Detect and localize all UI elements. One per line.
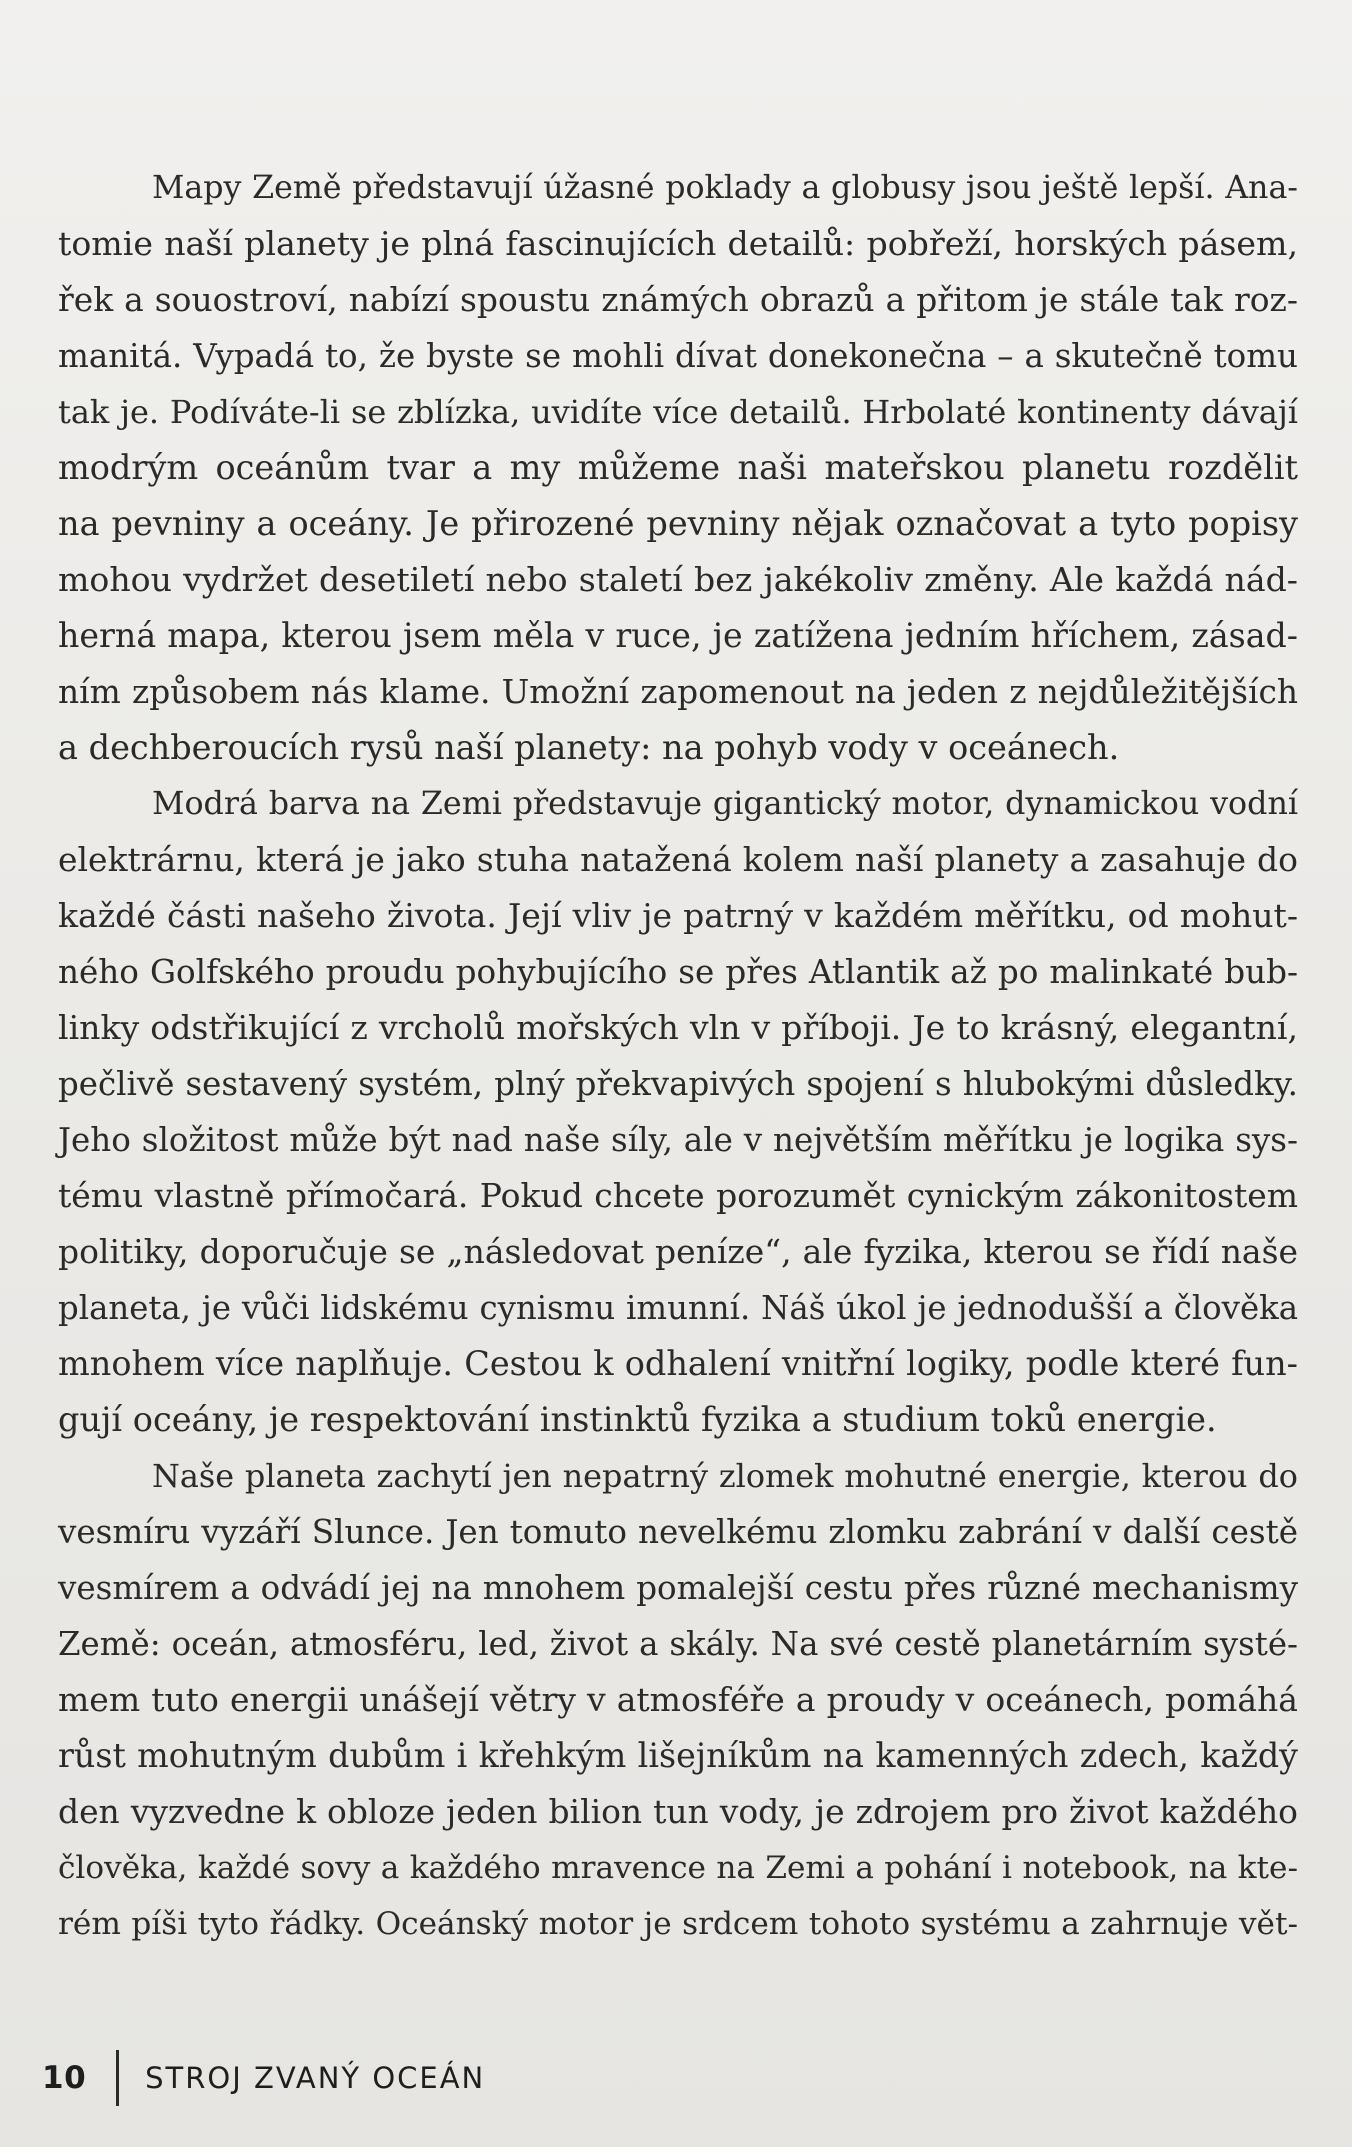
text-line: linky odstřikující z vrcholů mořských vln v příboji. Je to krásný, elegantní, xyxy=(58,1008,1298,1047)
text-line: Mapy Země představují úžasné poklady a globusy jsou ještě lepší. Ana- xyxy=(152,170,1298,206)
paragraph xyxy=(58,160,1298,776)
page-number: 10 xyxy=(42,2060,87,2096)
footer-divider xyxy=(116,2050,119,2106)
text-line: na pevniny a oceány. Je přirozené pevniny nějak označovat a tyto popisy xyxy=(58,504,1298,543)
text-line: Naše planeta zachytí jen nepatrný zlomek mohutné energie, kterou do xyxy=(152,1457,1298,1495)
text-line: vesmíru vyzáří Slunce. Jen tomuto nevelkému zlomku zabrání v další cestě xyxy=(58,1513,1298,1551)
text-line: tému vlastně přímočará. Pokud chcete porozumět cynickým zákonitostem xyxy=(58,1176,1298,1215)
text-line: růst mohutným dubům i křehkým lišejníkům na kamenných zdech, každý xyxy=(58,1736,1298,1775)
running-head: STROJ ZVANÝ OCEÁN xyxy=(145,2061,486,2095)
text-line: ním způsobem nás klame. Umožní zapomenout na jeden z nejdůležitějších xyxy=(58,673,1298,711)
page-footer xyxy=(42,2048,485,2108)
text-line: modrým oceánům tvar a my můžeme naši mateřskou planetu rozdělit xyxy=(58,448,1298,487)
body-text xyxy=(58,160,1298,1952)
text-line: planeta, je vůči lidskému cynismu imunní. Náš úkol je jednodušší a člověka xyxy=(58,1289,1298,1327)
text-line: rém píši tyto řádky. Oceánský motor je srdcem tohoto systému a zahrnuje vět- xyxy=(58,1906,1298,1942)
text-line: mem tuto energii unášejí větry v atmosféře a proudy v oceánech, pomáhá xyxy=(58,1680,1298,1719)
paragraph xyxy=(58,776,1298,1448)
paragraph xyxy=(58,1448,1298,1952)
text-line: gují oceány, je respektování instinktů fyzika a studium toků energie. xyxy=(58,1400,1217,1439)
text-line: Modrá barva na Zemi představuje gigantický motor, dynamickou vodní xyxy=(152,786,1298,822)
text-line: mohou vydržet desetiletí nebo staletí bez jakékoliv změny. Ale každá nád- xyxy=(58,560,1298,599)
text-line: a dechberoucích rysů naší planety: na pohyb vody v oceánech. xyxy=(58,728,1120,767)
text-line: ného Golfského proudu pohybujícího se přes Atlantik až po malinkaté bub- xyxy=(58,953,1298,991)
text-line: vesmírem a odvádí jej na mnohem pomalejší cestu přes různé mechanismy xyxy=(58,1569,1298,1607)
text-line: mnohem více naplňuje. Cestou k odhalení vnitřní logiky, podle které fun- xyxy=(58,1344,1298,1383)
text-line: den vyzvedne k obloze jeden bilion tun vody, je zdrojem pro život každého xyxy=(58,1792,1298,1831)
text-line: elektrárnu, která je jako stuha natažená kolem naší planety a zasahuje do xyxy=(58,840,1298,879)
text-line: řek a souostroví, nabízí spoustu známých obrazů a přitom je stále tak roz- xyxy=(58,280,1298,319)
text-line: tomie naší planety je plná fascinujících detailů: pobřeží, horských pásem, xyxy=(58,224,1298,263)
text-line: manitá. Vypadá to, že byste se mohli dívat donekonečna – a skutečně tomu xyxy=(58,337,1298,375)
text-line: pečlivě sestavený systém, plný překvapivých spojení s hlubokými důsledky. xyxy=(58,1065,1298,1103)
text-line: Jeho složitost může být nad naše síly, ale v největším měřítku je logika sys- xyxy=(58,1121,1298,1159)
text-line: člověka, každé sovy a každého mravence na Zemi a pohání i notebook, na kte- xyxy=(58,1850,1298,1886)
text-line: každé části našeho života. Její vliv je patrný v každém měřítku, od mohut- xyxy=(58,896,1298,935)
text-line: politiky, doporučuje se „následovat peníze“, ale fyzika, kterou se řídí naše xyxy=(58,1232,1298,1271)
text-line: Země: oceán, atmosféru, led, život a skály. Na své cestě planetárním systé- xyxy=(58,1625,1298,1663)
text-line: tak je. Podíváte-li se zblízka, uvidíte více detailů. Hrbolaté kontinenty dávají xyxy=(58,393,1298,431)
text-line: herná mapa, kterou jsem měla v ruce, je zatížena jedním hříchem, zásad- xyxy=(58,616,1298,655)
